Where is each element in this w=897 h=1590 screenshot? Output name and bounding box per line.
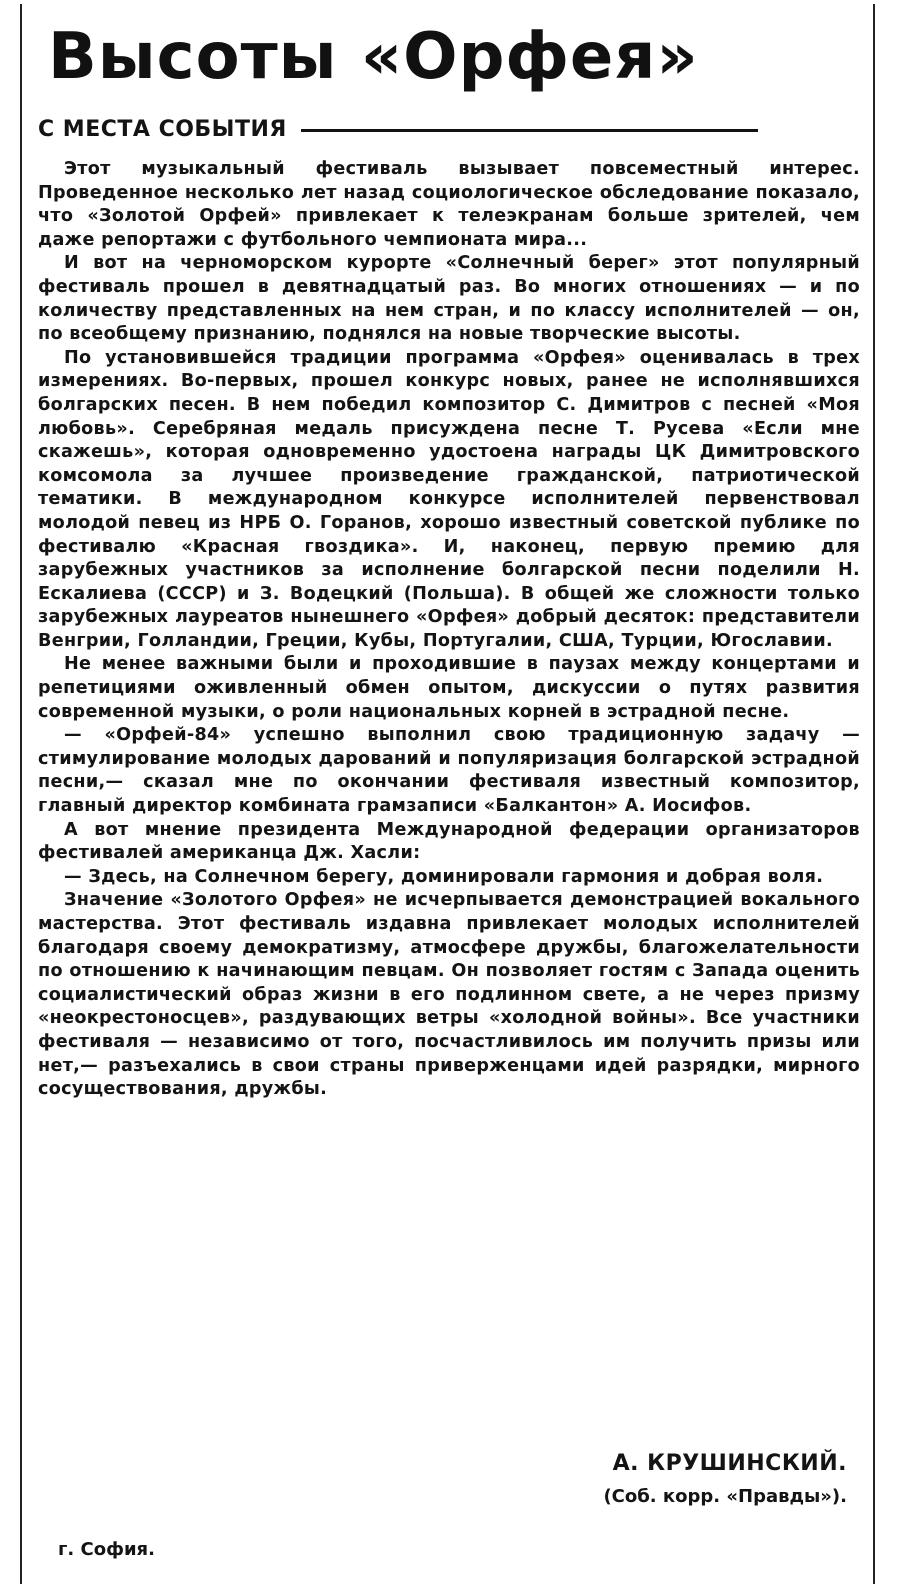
- article-headline: Высоты «Орфея»: [48, 20, 699, 94]
- article-paragraph: Этот музыкальный фестиваль вызывает повсеместный интерес. Проведенное несколько лет назад социологическое обследование показало, что «Золотой Орфей» привлекает к телеэкранам больше зрителей, чем даже репортажи с футбольного чемпионата мира...: [38, 159, 860, 250]
- rubric-label: С МЕСТА СОБЫТИЯ: [38, 117, 287, 142]
- rubric-rule: [301, 129, 758, 132]
- author-signature: А. КРУШИНСКИЙ.: [612, 1451, 847, 1476]
- article-paragraph: И вот на черноморском курорте «Солнечный берег» этот популярный фестиваль прошел в девятнадцатый раз. Во многих отношениях — и по количеству представленных на нем стран, и по классу исполнителей — он, по всеобщему признанию, поднялся на новые творческие высоты.: [38, 253, 860, 345]
- article-paragraph: Значение «Золотого Орфея» не исчерпывается демонстрацией вокального мастерства. Этот фестиваль издавна привлекает молодых исполнителей благодаря своему демократизму, атмосфере дружбы, благожелательности по отношению к начинающим певцам. Он позволяет гостям с Запада оценить социалистический образ жизни в его подлинном свете, а не через призму «неокрестоносцев», раздувающих ветры «холодной войны». Все участники фестиваля — независимо от того, посчастливилось им получить призы или нет,— разъехались в свои страны приверженцами идей разрядки, мирного сосуществования, дружбы.: [38, 890, 860, 1100]
- dateline: г. София.: [58, 1539, 155, 1560]
- article-paragraph: — Здесь, на Солнечном берегу, доминировали гармония и добрая воля.: [64, 866, 824, 887]
- article-paragraph: Не менее важными были и проходившие в паузах между концертами и репетициями оживленный обмен опытом, дискуссии о путях развития современной музыки, о роли национальных корней в эстрадной песне.: [38, 654, 860, 722]
- article-paragraph: По установившейся традиции программа «Орфея» оценивалась в трех измерениях. Во-первых, прошел конкурс новых, ранее не исполнявшихся болгарских песен. В нем победил композитор С. Димитров с песней «Моя любовь». Серебряная медаль присуждена песне Т. Русева «Если мне скажешь», которая одновременно удостоена награды ЦК Димитровского комсомола за лучшее произведение гражданской, патриотической тематики. В международном конкурсе исполнителей первенствовал молодой певец из НРБ О. Горанов, хорошо известный советской публике по фестивалю «Красная гвоздика». И, наконец, первую премию для зарубежных участников за исполнение болгарской песни поделили Н. Ескалиева (СССР) и З. Водецкий (Польша). В общей же сложности только зарубежных лауреатов нынешнего «Орфея» добрый десяток: представители Венгрии, Голландии, Греции, Кубы, Португалии, США, Турции, Югославии.: [38, 347, 860, 651]
- article-body: [38, 158, 860, 1102]
- rubric-row: [38, 112, 758, 148]
- article-paragraph: А вот мнение президента Международной федерации организаторов фестивалей американца Дж. Хасли:: [38, 819, 860, 864]
- author-affiliation: (Соб. корр. «Правды»).: [603, 1486, 847, 1507]
- article-paragraph: — «Орфей-84» успешно выполнил свою традиционную задачу — стимулирование молодых дарований и популяризация болгарской эстрадной песни,— сказал мне по окончании фестиваля известный композитор, главный директор комбината грамзаписи «Балкантон» А. Иосифов.: [38, 725, 860, 817]
